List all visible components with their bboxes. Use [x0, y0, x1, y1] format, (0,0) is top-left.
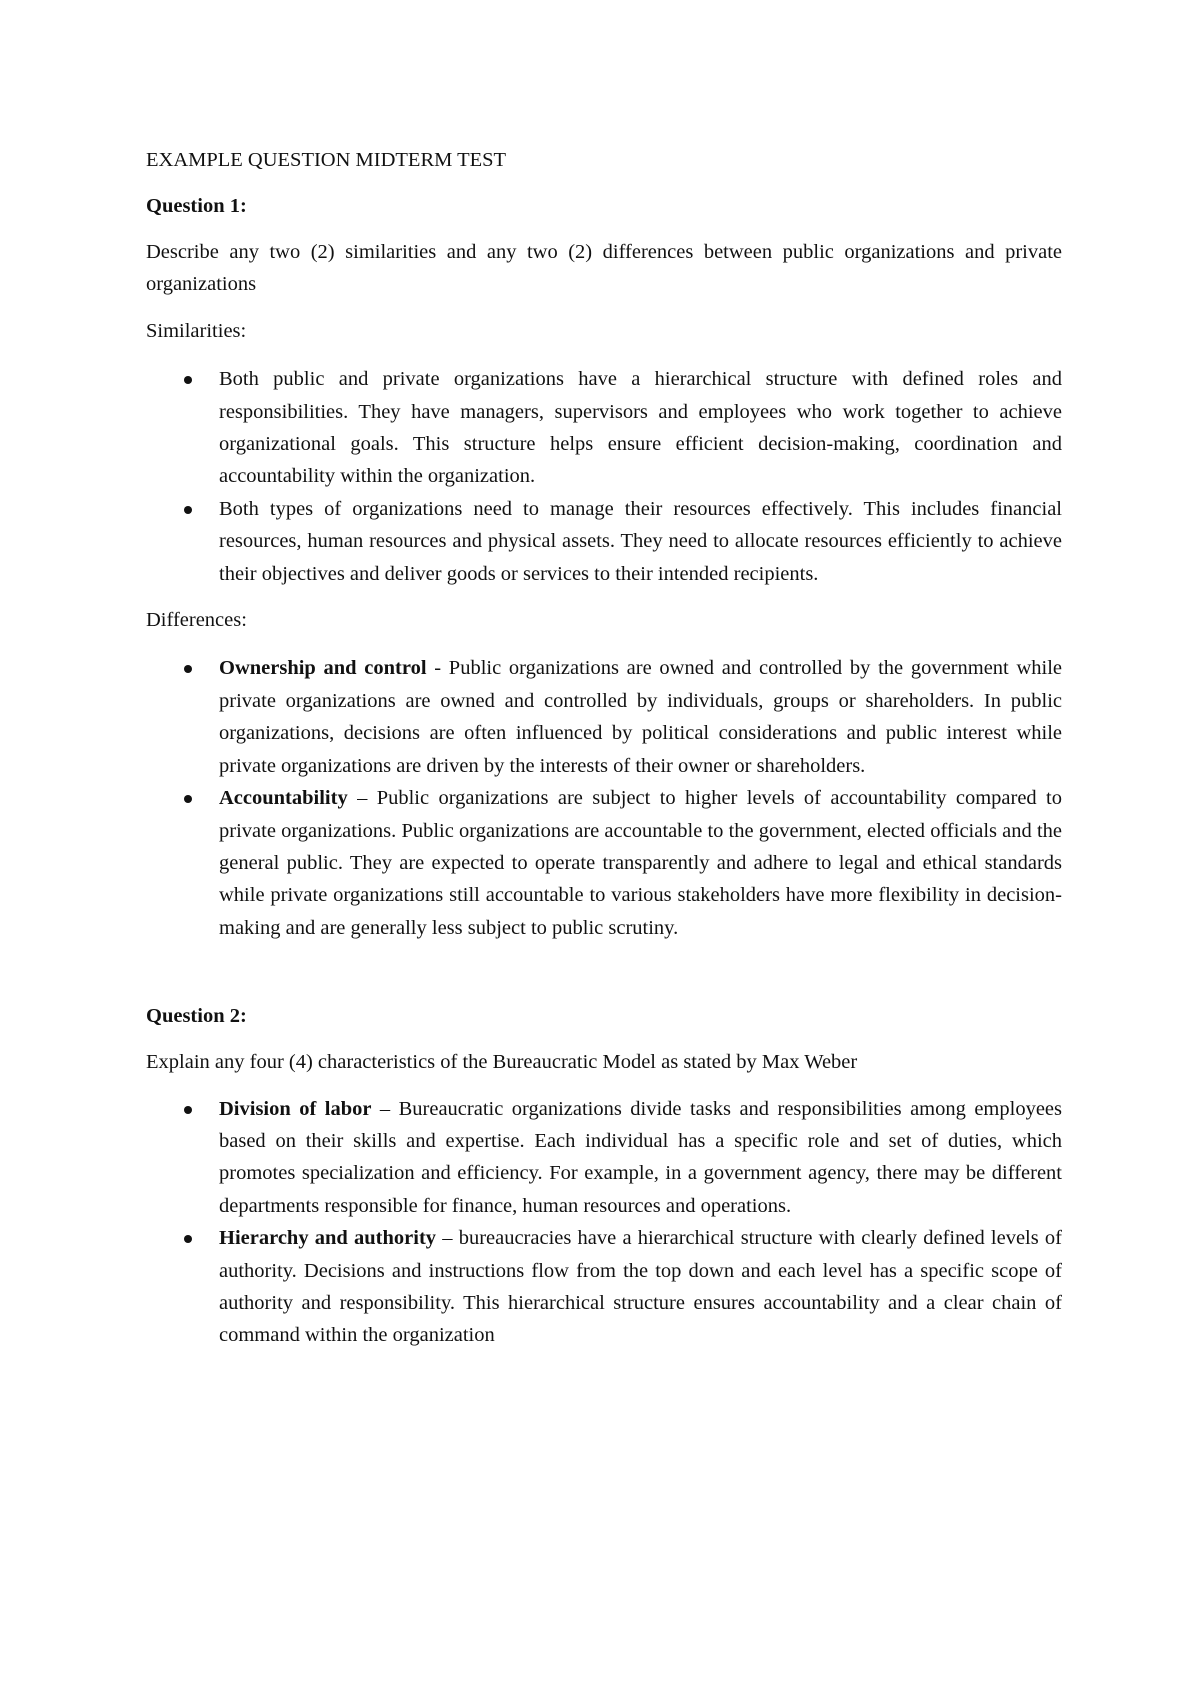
- list-item: [146, 363, 1062, 493]
- document-title: EXAMPLE QUESTION MIDTERM TEST: [146, 149, 507, 171]
- document-page: [146, 144, 1062, 1366]
- differences-list: [146, 652, 1062, 944]
- list-item: [146, 652, 1062, 782]
- list-item: [146, 1093, 1062, 1223]
- section-spacer: [146, 958, 1062, 1000]
- list-item-separator: –: [371, 1097, 399, 1120]
- list-item-text: bureaucracies have a hierarchical structure with clearly defined levels of authority. Decisions and instructions flow from the top down and each level has a specific scope of authority and responsibility. This hierarchical structure ensures accountability and a clear chain of command within the organization: [219, 1227, 1062, 1347]
- list-item: [146, 782, 1062, 944]
- list-item-text: Both types of organizations need to manage their resources effectively. This includes financial resources, human resources and physical assets. They need to allocate resources efficiently to achieve their objectives and deliver goods or services to their intended recipients.: [219, 497, 1062, 585]
- characteristics-list: [146, 1093, 1062, 1352]
- list-item-term: Hierarchy and authority: [219, 1227, 437, 1250]
- list-item: [146, 1222, 1062, 1352]
- similarities-list: [146, 363, 1062, 590]
- bullet-icon: [184, 1235, 192, 1243]
- question-1-prompt: Describe any two (2) similarities and any two (2) differences between public organizations and private organizations: [146, 241, 1062, 296]
- list-item-term: Ownership and control: [219, 657, 427, 680]
- list-item-text: Public organizations are subject to higher levels of accountability compared to private organizations. Public organizations are accountable to the government, elected officials and the general public. They are expected to operate transparently and adhere to legal and ethical standards while private organizations still accountable to various stakeholders have more flexibility in decision-making and are generally less subject to public scrutiny.: [219, 787, 1062, 939]
- list-item-separator: –: [436, 1227, 459, 1250]
- list-item-term: Accountability: [219, 787, 348, 810]
- bullet-icon: [184, 795, 192, 803]
- bullet-icon: [184, 376, 192, 384]
- list-item-text: Both public and private organizations have a hierarchical structure with defined roles and responsibilities. They have managers, supervisors and employees who work together to achieve organizational goals. This structure helps ensure efficient decision-making, coordination and accountability within the organization.: [219, 368, 1062, 488]
- differences-label: Differences:: [146, 609, 247, 632]
- bullet-icon: [184, 665, 192, 673]
- list-item-text: Public organizations are owned and controlled by the government while private organizations are owned and controlled by individuals, groups or shareholders. In public organizations, decisions are often influenced by political considerations and public interest while private organizations are driven by the interests of their owner or shareholders.: [219, 657, 1062, 777]
- list-item: [146, 493, 1062, 590]
- list-item-term: Division of labor: [219, 1097, 372, 1120]
- question-2-heading: Question 2:: [146, 1005, 247, 1028]
- list-item-separator: -: [426, 657, 449, 680]
- list-item-separator: –: [347, 787, 377, 810]
- bullet-icon: [184, 1106, 192, 1114]
- question-2-prompt: Explain any four (4) characteristics of the Bureaucratic Model as stated by Max Weber: [146, 1051, 858, 1074]
- question-1-heading: Question 1:: [146, 195, 247, 217]
- list-item-text: Bureaucratic organizations divide tasks and responsibilities among employees based on their skills and expertise. Each individual has a specific role and set of duties, which promotes specialization and efficiency. For example, in a government agency, there may be different departments responsible for finance, human resources and operations.: [219, 1097, 1062, 1217]
- bullet-icon: [184, 506, 192, 514]
- similarities-label: Similarities:: [146, 319, 247, 342]
